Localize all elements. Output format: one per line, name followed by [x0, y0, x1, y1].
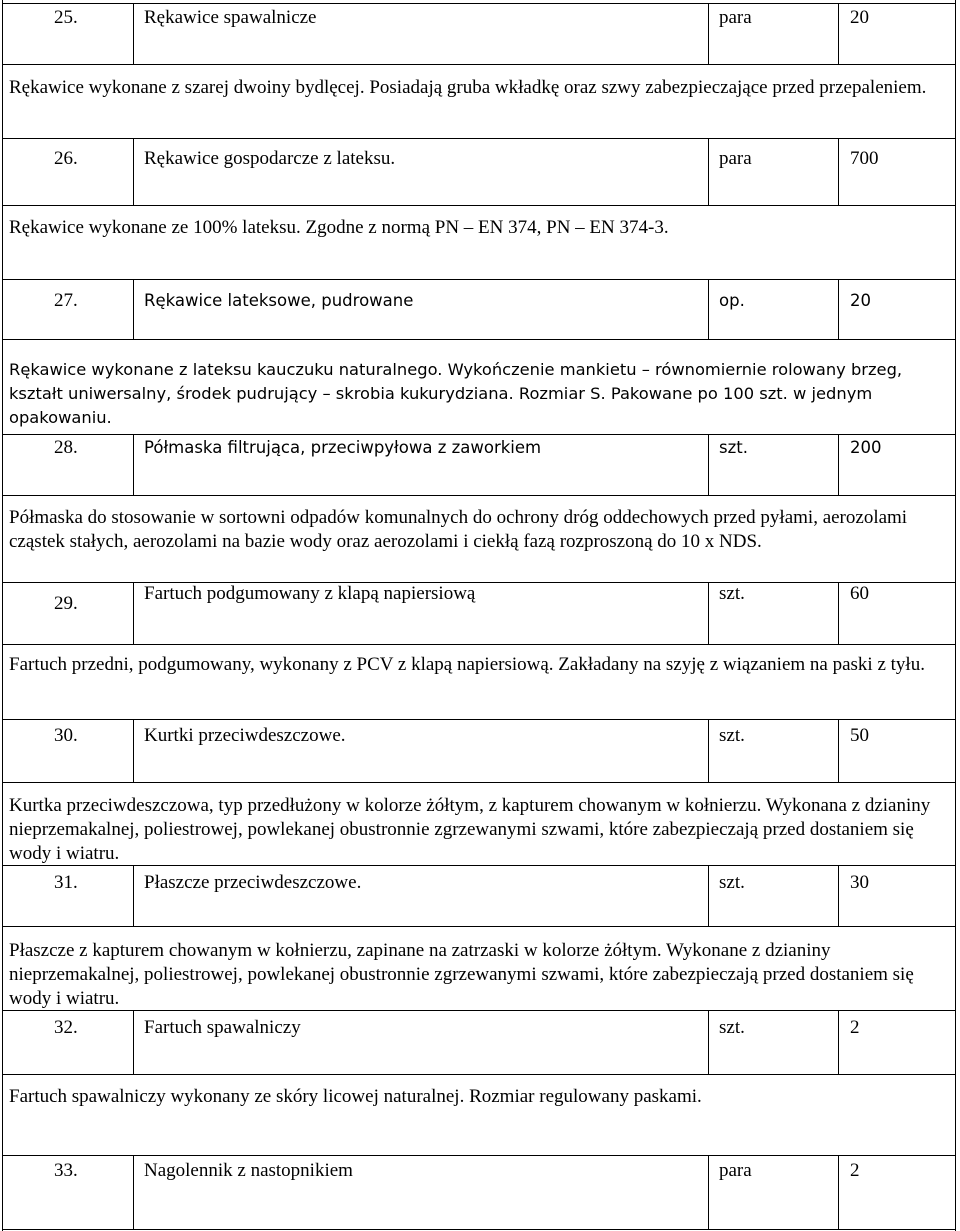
item-qty: 2 — [850, 1160, 860, 1181]
col-divider — [133, 1010, 134, 1074]
item-description: Płaszcze z kapturem chowanym w kołnierzu, zapinane na zatrzaski w kolorze żółtym. Wykonane z dzianiny nieprzemakalnej, poliestrowej, powlekanej obustronnie zgrzewanymi szwami, które zabezpieczają przed dostaniem się wody i wiatru. — [9, 940, 914, 1009]
item-unit: para — [719, 7, 752, 28]
col-divider — [838, 3, 839, 64]
item-unit: para — [719, 1160, 752, 1181]
item-number: 29. — [54, 593, 78, 614]
row-divider — [2, 205, 956, 206]
item-qty: 20 — [850, 7, 869, 28]
row-divider — [2, 782, 956, 783]
col-divider — [708, 865, 709, 926]
col-divider — [838, 719, 839, 782]
col-divider — [838, 434, 839, 495]
item-number: 31. — [54, 872, 78, 893]
item-description: Fartuch przedni, podgumowany, wykonany z PCV z klapą napiersiową. Zakładany na szyję z wiązaniem na paski z tyłu. — [9, 654, 925, 675]
col-divider — [708, 719, 709, 782]
item-description: Półmaska do stosowanie w sortowni odpadów komunalnych do ochrony dróg oddechowych przed pyłami, aerozolami cząstek stałych, aerozolami na bazie wody oraz aerozolami i ciekłą fazą rozproszoną do 10 x NDS. — [9, 507, 908, 552]
item-description: Fartuch spawalniczy wykonany ze skóry licowej naturalnej. Rozmiar regulowany paskami. — [9, 1086, 702, 1107]
item-unit: szt. — [719, 583, 745, 604]
item-qty: 20 — [850, 291, 871, 310]
col-divider — [133, 582, 134, 644]
row-divider — [2, 434, 956, 435]
row-divider — [2, 1229, 956, 1230]
item-name: Półmaska filtrująca, przeciwpyłowa z zaworkiem — [144, 438, 542, 457]
item-qty: 700 — [850, 148, 879, 169]
row-divider — [2, 644, 956, 645]
row-divider — [2, 339, 956, 340]
col-divider — [838, 279, 839, 339]
item-qty: 50 — [850, 725, 869, 746]
row-divider — [2, 138, 956, 139]
item-number: 30. — [54, 725, 78, 746]
item-name: Płaszcze przeciwdeszczowe. — [144, 872, 362, 893]
col-divider — [708, 582, 709, 644]
item-number: 25. — [54, 7, 78, 28]
table-border-left — [2, 0, 3, 1231]
row-divider — [2, 64, 956, 65]
row-divider — [2, 279, 956, 280]
item-name: Rękawice gospodarcze z lateksu. — [144, 148, 396, 169]
item-unit: para — [719, 148, 752, 169]
item-unit: szt. — [719, 872, 745, 893]
item-unit: szt. — [719, 438, 748, 457]
item-unit: op. — [719, 291, 745, 310]
item-number: 33. — [54, 1160, 78, 1181]
col-divider — [133, 865, 134, 926]
row-divider — [2, 495, 956, 496]
col-divider — [838, 582, 839, 644]
item-name: Fartuch podgumowany z klapą napiersiową — [144, 583, 476, 604]
row-divider — [2, 3, 956, 4]
row-divider — [2, 1074, 956, 1075]
col-divider — [708, 279, 709, 339]
item-unit: szt. — [719, 725, 745, 746]
item-number: 32. — [54, 1017, 78, 1038]
row-divider — [2, 719, 956, 720]
col-divider — [838, 865, 839, 926]
item-description: Rękawice wykonane z lateksu kauczuku naturalnego. Wykończenie mankietu – równomiernie rolowany brzeg, kształt uniwersalny, środek pudrujący – skrobia kukurydziana. Rozmiar S. Pakowane po 100 szt. w jednym opakowaniu. — [9, 360, 903, 427]
row-divider — [2, 926, 956, 927]
item-description: Kurtka przeciwdeszczowa, typ przedłużony w kolorze żółtym, z kapturem chowanym w kołnierzu. Wykonana z dzianiny nieprzemakalnej, poliestrowej, powlekanej obustronnie zgrzewanymi szwami, które zabezpieczają przed dostaniem się wody i wiatru. — [9, 795, 931, 864]
col-divider — [838, 1010, 839, 1074]
item-name: Rękawice spawalnicze — [144, 7, 317, 28]
item-qty: 2 — [850, 1017, 860, 1038]
item-name: Fartuch spawalniczy — [144, 1017, 301, 1038]
col-divider — [838, 138, 839, 205]
item-qty: 30 — [850, 872, 869, 893]
col-divider — [133, 138, 134, 205]
col-divider — [133, 3, 134, 64]
col-divider — [708, 3, 709, 64]
item-name: Nagolennik z nastopnikiem — [144, 1160, 353, 1181]
table-border-right — [955, 0, 956, 1231]
item-number: 26. — [54, 148, 78, 169]
col-divider — [708, 1155, 709, 1229]
item-name: Rękawice lateksowe, pudrowane — [144, 291, 414, 310]
item-description: Rękawice wykonane ze 100% lateksu. Zgodne z normą PN – EN 374, PN – EN 374-3. — [9, 217, 669, 238]
col-divider — [708, 138, 709, 205]
col-divider — [838, 1155, 839, 1229]
col-divider — [133, 719, 134, 782]
item-description: Rękawice wykonane z szarej dwoiny bydlęcej. Posiadają gruba wkładkę oraz szwy zabezpieczające przed przepaleniem. — [9, 77, 927, 98]
item-qty: 60 — [850, 583, 869, 604]
item-name: Kurtki przeciwdeszczowe. — [144, 725, 346, 746]
col-divider — [133, 434, 134, 495]
item-qty: 200 — [850, 438, 882, 457]
item-unit: szt. — [719, 1017, 745, 1038]
item-number: 28. — [54, 437, 78, 458]
col-divider — [133, 279, 134, 339]
row-divider — [2, 1155, 956, 1156]
col-divider — [708, 434, 709, 495]
col-divider — [708, 1010, 709, 1074]
item-number: 27. — [54, 290, 78, 311]
col-divider — [133, 1155, 134, 1229]
